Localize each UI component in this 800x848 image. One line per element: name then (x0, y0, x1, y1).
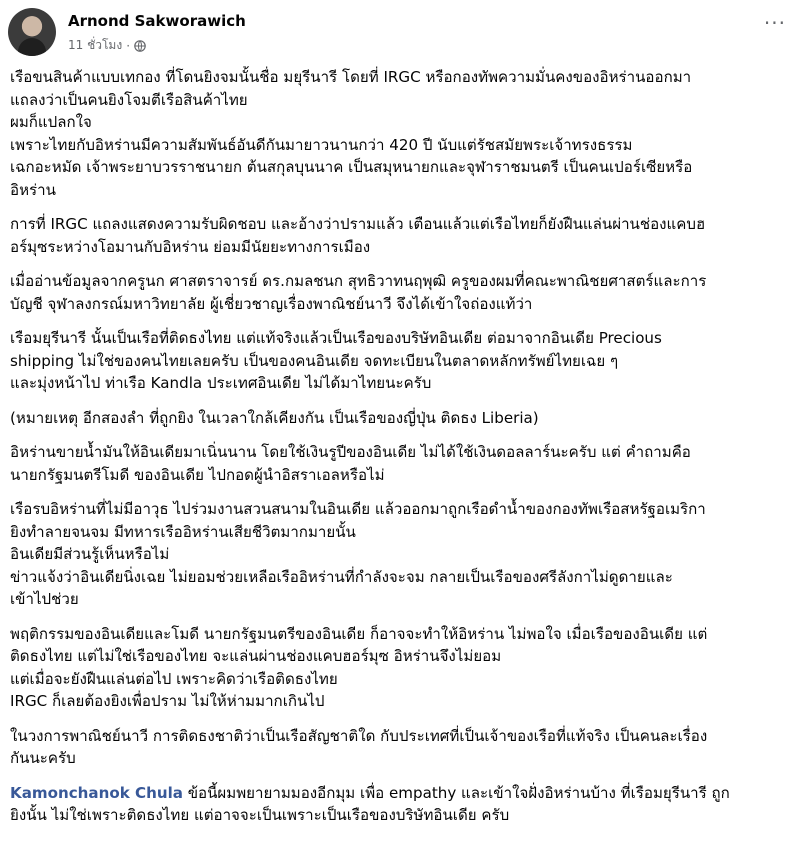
post-paragraph (10, 441, 786, 486)
post-text-line: การที่ IRGC แถลงแสดงความรับผิดชอบ และอ้างว่าปรามแล้ว เตือนแล้วแต่เรือไทยก็ยังฝืนแล่นผ่านช่องแคบฮ (10, 215, 706, 233)
mention-link[interactable]: Kamonchanok Chula (10, 783, 183, 802)
post-text-line: แถลงว่าเป็นคนยิงโจมตีเรือสินค้าไทย (10, 90, 248, 109)
post-text-line: ผมก็แปลกใจ (10, 113, 92, 131)
post-text-line: แต่เมื่อจะยังฝืนแล่นต่อไป เพราะคิดว่าเรือติดธงไทย (10, 669, 338, 688)
meta-separator: · (126, 38, 131, 53)
post-text-line: ยิงนั้น ไม่ใช่เพราะติดธงไทย แต่อาจจะเป็นเพราะเป็นเรือของบริษัทอินเดีย ครับ (10, 806, 510, 824)
author-avatar[interactable] (8, 8, 56, 56)
post-text-line: เฉกอะหมัด เจ้าพระยาบวรราชนายก ต้นสกุลบุนนาค เป็นสมุหนายกและจุฬาราชมนตรี เป็นคนเปอร์เซียหรือ (10, 158, 693, 176)
post-text-line: ติดธงไทย แต่ไม่ใช่เรือของไทย จะแล่นผ่านช่องแคบฮอร์มุซ อิหร่านจึงไม่ยอม (10, 647, 502, 665)
author-name[interactable]: Arnond Sakworawich (68, 12, 246, 30)
post-paragraph (10, 66, 786, 201)
post-text-line: เมื่ออ่านข้อมูลจากครูนก ศาสตราจารย์ ดร.กมลชนก สุทธิวาทนฤพุฒิ ครูของผมที่คณะพาณิชยศาสตร์และการ (10, 272, 707, 290)
post-text-line: IRGC ก็เลยต้องยิงเพื่อปราม ไม่ให้ห่ามมากเกินไป (10, 692, 325, 710)
post-meta (68, 36, 146, 55)
post-timestamp[interactable]: 11 ชั่วโมง (68, 38, 123, 52)
post-text-line: ในวงการพาณิชย์นาวี การติดธงชาติว่าเป็นเรือสัญชาติใด กับประเทศที่เป็นเจ้าของเรือที่แท้จริง เป็นคนละเรื่อง (10, 726, 708, 745)
post-text: ข้อนี้ผมพยายามมองอีกมุม เพื่อ empathy และเข้าใจฝั่งอิหร่านบ้าง ที่เรือมยุรีนารี ถูก (182, 783, 730, 802)
post-text-line: เพราะไทยกับอิหร่านมีความสัมพันธ์อันดีกันมายาวนานกว่า 420 ปี นับแต่รัชสมัยพระเจ้าทรงธรรม (10, 135, 633, 154)
globe-icon[interactable] (134, 40, 146, 52)
post-paragraph (10, 623, 786, 713)
post-text-line: กันนะครับ (10, 749, 76, 767)
post-text-line: shipping ไม่ใช่ของคนไทยเลยครับ เป็นของคนอินเดีย จดทะเบียนในตลาดหลักทรัพย์ไทยเฉย ๆ (10, 351, 619, 370)
post-text-line: เรือขนสินค้าแบบเทกอง ที่โดนยิงจมนั้นชื่อ มยุรีนารี โดยที่ IRGC หรือกองทัพความมั่นคงของอิหร่านออกมา (10, 68, 692, 86)
post-paragraph (10, 407, 786, 430)
post-header (8, 8, 786, 56)
post-paragraph (10, 498, 786, 611)
post-text-line: อินเดียมีส่วนรู้เห็นหรือไม่ (10, 545, 170, 563)
post-text-line: พฤติกรรมของอินเดียและโมดี นายกรัฐมนตรีของอินเดีย ก็อาจจะทำให้อิหร่าน ไม่พอใจ เมื่อเรือของอินเดีย แต่ (10, 624, 708, 643)
post-paragraph (10, 213, 786, 258)
post-text-line: (หมายเหตุ อีกสองลำ ที่ถูกยิง ในเวลาใกล้เคียงกัน เป็นเรือของญี่ปุ่น ติดธง Liberia) (10, 408, 539, 427)
post-text-line: ข่าวแจ้งว่าอินเดียนิ่งเฉย ไม่ยอมช่วยเหลือเรืออิหร่านที่กำลังจะจม กลายเป็นเรือของศรีลังกาไม่ดูดายและ (10, 567, 673, 586)
post-text-line: บัญชี จุฬาลงกรณ์มหาวิทยาลัย ผู้เชี่ยวชาญเรื่องพาณิชย์นาวี จึงได้เข้าใจถ่องแท้ว่า (10, 294, 533, 313)
post-text-line: อิหร่านขายน้ำมันให้อินเดียมาเนิ่นนาน โดยใช้เงินรูปีของอินเดีย ไม่ได้ใช้เงินดอลลาร์นะครับ แต่ คำถามคือ (10, 443, 691, 461)
post-text-line: ยิงทำลายจนจม มีทหารเรืออิหร่านเสียชีวิตมากมายนั้น (10, 522, 356, 541)
post-text-line: เข้าไปช่วย (10, 590, 79, 608)
post-text-line: อิหร่าน (10, 180, 56, 199)
more-options-icon[interactable]: ··· (763, 11, 786, 35)
post-paragraph (10, 327, 786, 395)
post-text-line: อร์มุซระหว่างโอมานกับอิหร่าน ย่อมมีนัยยะทางการเมือง (10, 237, 371, 256)
post-paragraph (10, 725, 786, 770)
post-text-line (10, 782, 786, 805)
post-paragraph (10, 270, 786, 315)
post-text-line: และมุ่งหน้าไป ท่าเรือ Kandla ประเทศอินเดีย ไม่ได้มาไทยนะครับ (10, 374, 432, 392)
post-paragraph-mention (10, 782, 786, 827)
post-text-line: นายกรัฐมนตรีโมดี ของอินเดีย ไปกอดผู้นำอิสราเอลหรือไม่ (10, 465, 385, 484)
post-body (10, 66, 786, 839)
post-text-line: เรือมยุรีนารี นั้นเป็นเรือที่ติดธงไทย แต่แท้จริงแล้วเป็นเรือของบริษัทอินเดีย ต่อมาจากอินเดีย Precious (10, 329, 662, 347)
post-text-line: เรือรบอิหร่านที่ไม่มีอาวุธ ไปร่วมงานสวนสนามในอินเดีย แล้วออกมาถูกเรือดำน้ำของกองทัพเรือสหรัฐอเมริกา (10, 500, 706, 518)
